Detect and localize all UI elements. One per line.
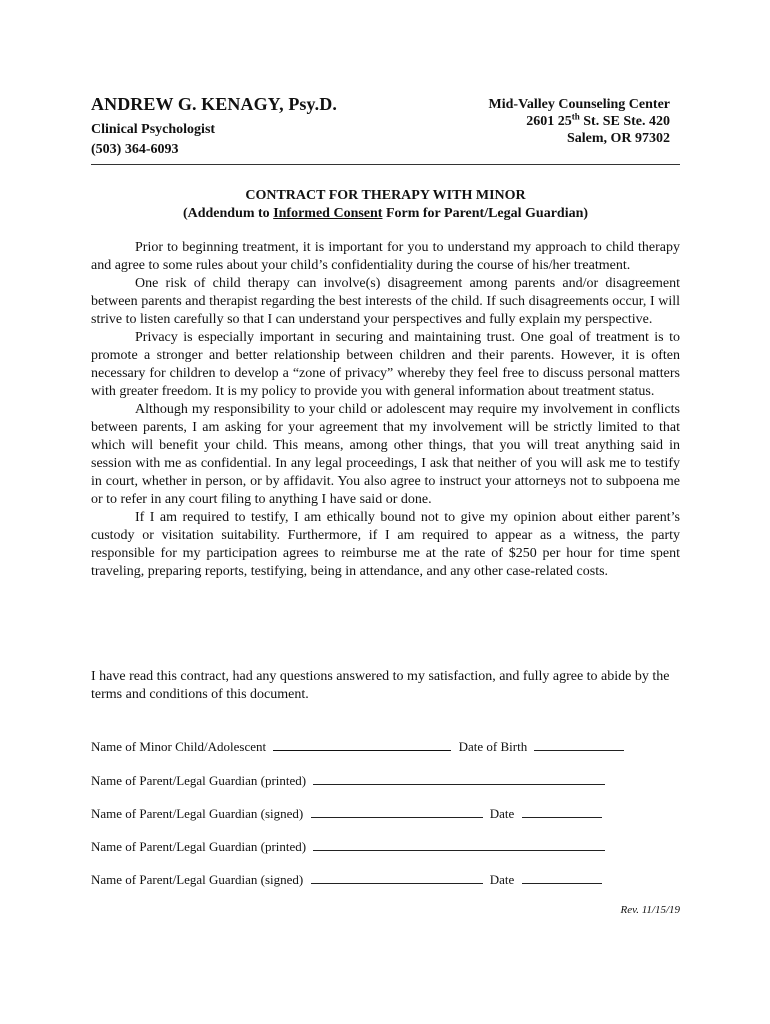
dob-label: Date of Birth bbox=[458, 739, 528, 754]
guardian-signed-row-2 bbox=[91, 871, 606, 888]
guardian-printed-row-2 bbox=[91, 838, 609, 855]
guardian-signed-label: Name of Parent/Legal Guardian (signed) bbox=[91, 872, 304, 887]
minor-name-label: Name of Minor Child/Adolescent bbox=[91, 739, 267, 754]
paragraph: Privacy is especially important in securing and maintaining trust. One goal of treatment is to promote a stronger and better relationship between children and their parents. However, it is often necessary for children to develop a “zone of privacy” whereby they feel free to discuss personal matters with greater freedom. It is my policy to provide you with general information about treatment status. bbox=[91, 330, 680, 399]
guardian-signed-row bbox=[91, 805, 606, 822]
minor-name-row bbox=[91, 738, 628, 755]
guardian-printed-row bbox=[91, 772, 609, 789]
contract-body bbox=[91, 239, 680, 581]
practice-address-block bbox=[489, 96, 670, 147]
practitioner-phone: (503) 364-6093 bbox=[91, 142, 179, 157]
practice-name: Mid-Valley Counseling Center bbox=[488, 97, 670, 112]
document-title-block bbox=[91, 187, 680, 223]
practitioner-role: Clinical Psychologist bbox=[91, 122, 216, 137]
revision-date: Rev. 11/15/19 bbox=[620, 904, 680, 916]
practitioner-block bbox=[91, 94, 337, 159]
dob-field[interactable] bbox=[534, 738, 624, 751]
guardian-printed-field[interactable] bbox=[313, 772, 605, 785]
guardian-printed-field-2[interactable] bbox=[313, 838, 605, 851]
paragraph: Prior to beginning treatment, it is important for you to understand my approach to child therapy and agree to some rules about your child’s confidentiality during the course of his/her treatment. bbox=[91, 240, 680, 273]
date-field[interactable] bbox=[522, 805, 602, 818]
practice-street: 2601 25th St. SE Ste. 420 bbox=[526, 111, 670, 129]
date-label: Date bbox=[489, 806, 515, 821]
guardian-signed-label: Name of Parent/Legal Guardian (signed) bbox=[91, 806, 304, 821]
paragraph: Although my responsibility to your child or adolescent may require my involvement in conflicts between parents, I am asking for your agreement that my involvement will be strictly limited to that which will benefit your child. This means, among other things, that you will treat anything said in session with me as confidential. In any legal proceedings, I ask that neither of you will ask me to testify in court, whether in person, or by affidavit. You also agree to instruct your attorneys not to subpoena me or to refer in any court filing to anything I have said or done. bbox=[91, 402, 680, 507]
guardian-signed-field[interactable] bbox=[311, 805, 483, 818]
header-divider bbox=[91, 164, 680, 165]
practice-city: Salem, OR 97302 bbox=[566, 131, 670, 146]
document-title: CONTRACT FOR THERAPY WITH MINOR bbox=[245, 188, 526, 203]
date-label: Date bbox=[489, 872, 515, 887]
agreement-statement: I have read this contract, had any questions answered to my satisfaction, and fully agree to abide by the terms and conditions of this document. bbox=[91, 669, 670, 702]
guardian-printed-label: Name of Parent/Legal Guardian (printed) bbox=[91, 839, 307, 854]
minor-name-field[interactable] bbox=[273, 738, 451, 751]
date-field-2[interactable] bbox=[522, 871, 602, 884]
practitioner-name: ANDREW G. KENAGY, Psy.D. bbox=[91, 94, 337, 114]
paragraph: If I am required to testify, I am ethically bound not to give my opinion about either parent’s custody or visitation suitability. Furthermore, if I am required to appear as a witness, the party responsible for my participation agrees to reimburse me at the rate of $250 per hour for time spent traveling, preparing reports, testifying, being in attendance, and any other case-related costs. bbox=[91, 510, 680, 579]
guardian-signed-field-2[interactable] bbox=[311, 871, 483, 884]
document-subtitle: (Addendum to Informed Consent Form for Parent/Legal Guardian) bbox=[182, 206, 589, 221]
paragraph: One risk of child therapy can involve(s) disagreement among parents and/or disagreement between parents and therapist regarding the best interests of the child. If such disagreements occur, I will strive to listen carefully so that I can understand your perspectives and fully explain my perspective. bbox=[91, 276, 680, 327]
guardian-printed-label: Name of Parent/Legal Guardian (printed) bbox=[91, 773, 307, 788]
